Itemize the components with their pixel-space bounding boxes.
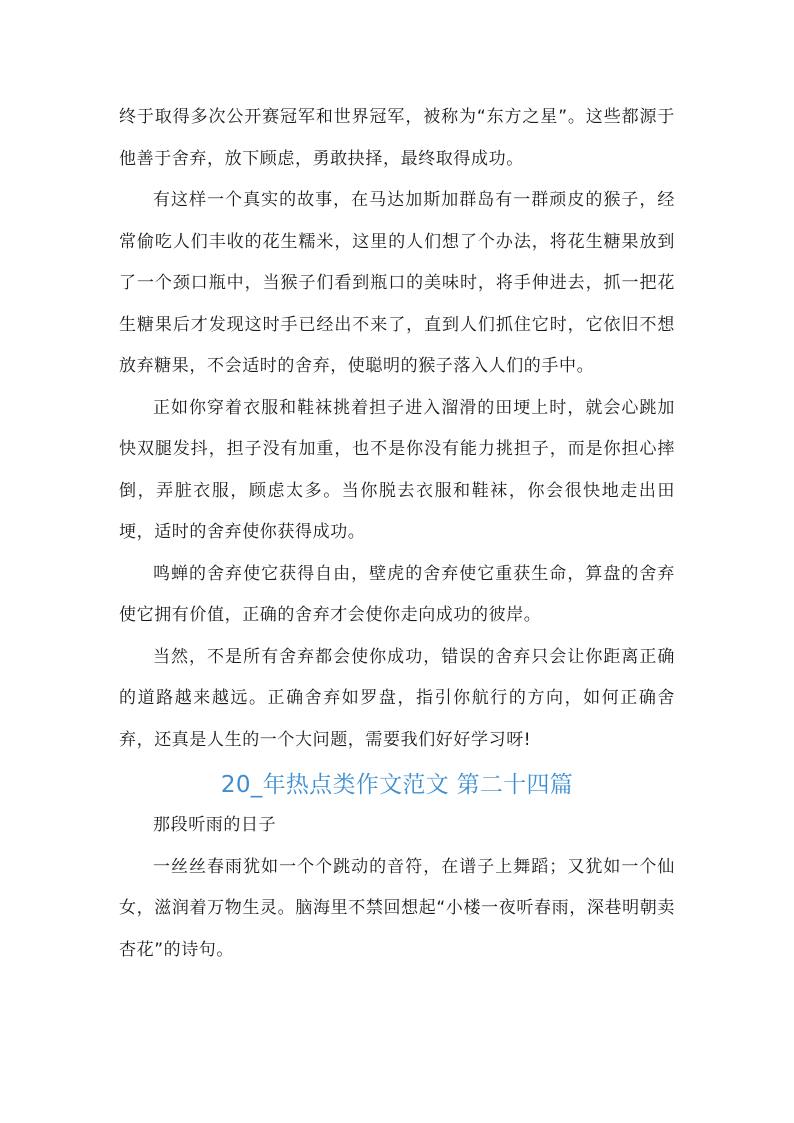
paragraph-cicada: 鸣蝉的舍弃使它获得自由，壁虎的舍弃使它重获生命，算盘的舍弃使它拥有价值，正确的舍弃才会使你走向成功的彼岸。 [119, 563, 675, 625]
paragraph-conclusion: 当然，不是所有舍弃都会使你成功，错误的舍弃只会让你距离正确的道路越来越远。正确舍弃如罗盘，指引你航行的方向，如何正确舍弃，还真是人生的一个大问题，需要我们好好学习呀! [119, 646, 675, 750]
paragraph-spring-rain: 一丝丝春雨犹如一个个跳动的音符，在谱子上舞蹈；又犹如一个仙女，滋润着万物生灵。脑海里不禁回想起“小楼一夜听春雨，深巷明朝卖杏花”的诗句。 [119, 856, 675, 960]
essay-title: 那段听雨的日子 [153, 815, 277, 835]
section-heading: 20_年热点类作文范文 第二十四篇 [220, 772, 574, 798]
paragraph-monkey-story: 有这样一个真实的故事，在马达加斯加群岛有一群顽皮的猴子，经常偷吃人们丰收的花生糯米，这里的人们想了个办法，将花生糖果放到了一个颈口瓶中，当猴子们看到瓶口的美味时，将手伸进去，抓一把花生糖果后才发现这时手已经出不来了，直到人们抓住它时，它依旧不想放弃糖果，不会适时的舍弃，使聪明的猴子落入人们的手中。 [119, 190, 675, 376]
paragraph-field-ridge: 正如你穿着衣服和鞋袜挑着担子进入溜滑的田埂上时，就会心跳加快双腿发抖，担子没有加重，也不是你没有能力挑担子，而是你担心摔倒，弄脏衣服，顾虑太多。当你脱去衣服和鞋袜，你会很快地走出田埂，适时的舍弃使你获得成功。 [119, 397, 675, 542]
paragraph-continuation: 终于取得多次公开赛冠军和世界冠军，被称为“东方之星”。这些都源于他善于舍弃，放下顾虑，勇敢抉择，最终取得成功。 [119, 107, 675, 169]
document-page [119, 97, 675, 971]
